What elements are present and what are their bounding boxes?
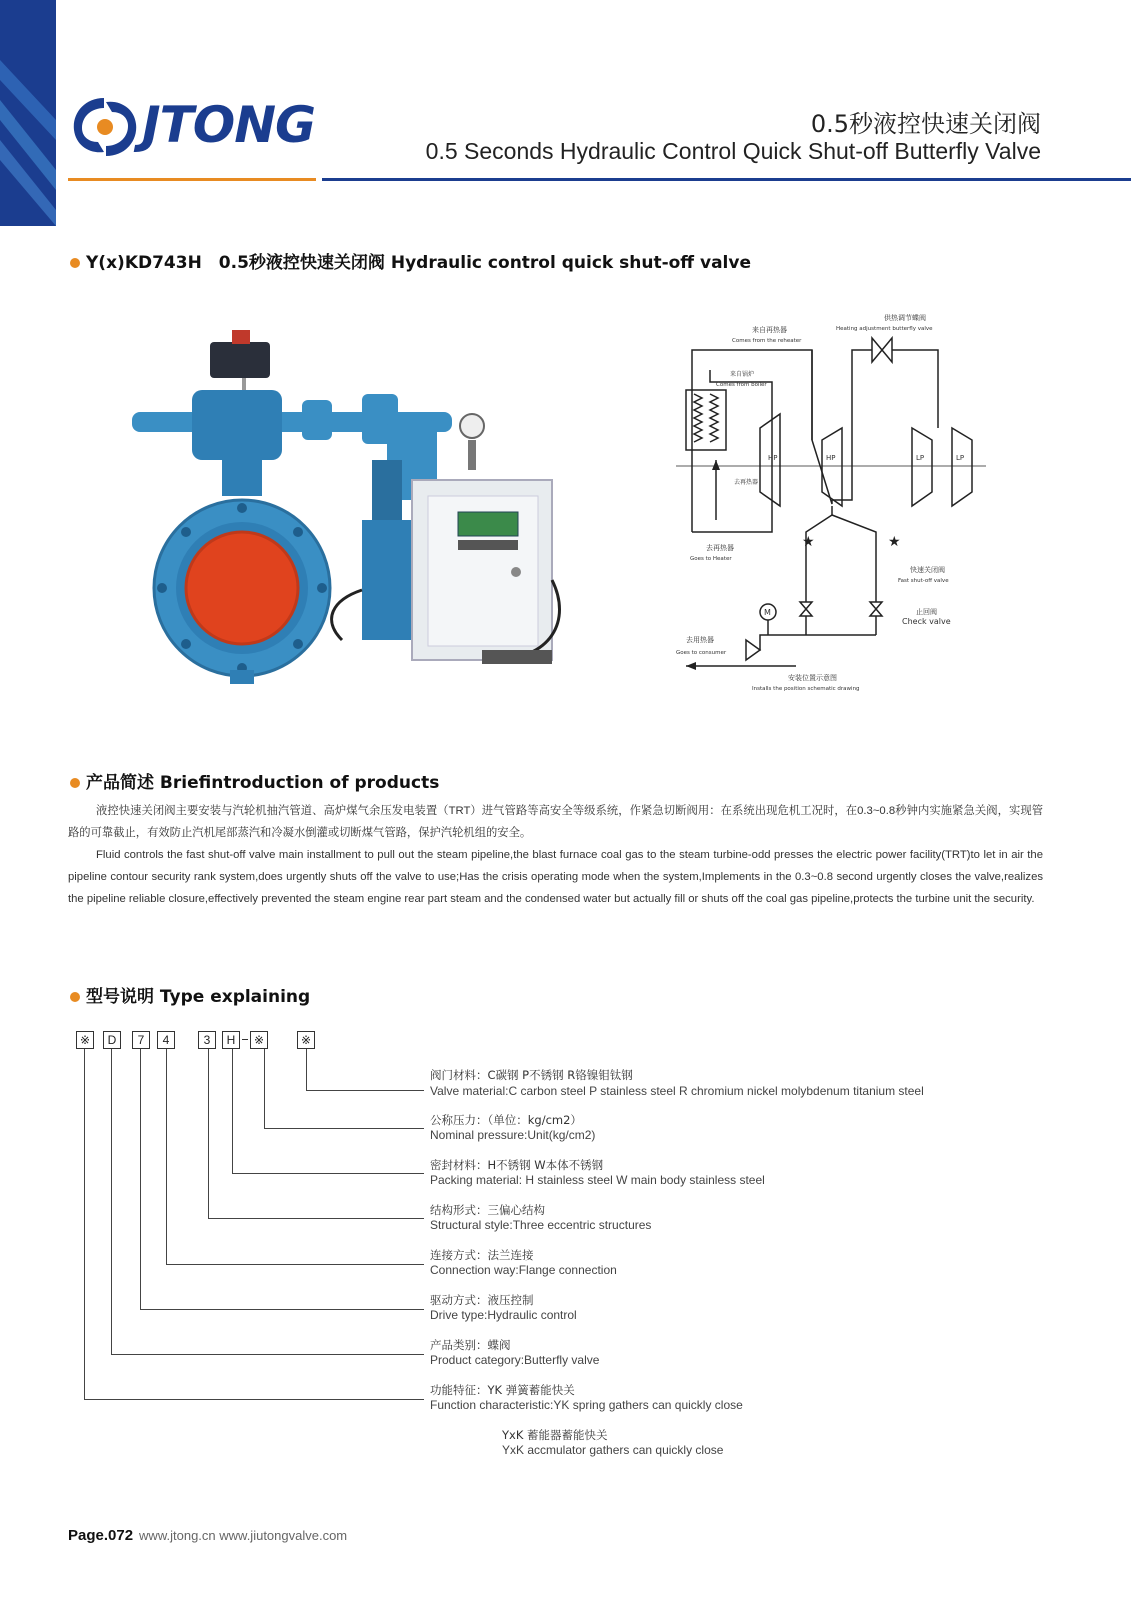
leader-line — [84, 1049, 85, 1399]
leader-line — [232, 1049, 233, 1173]
type-item-en: Valve material:C carbon steel P stainless steel R chromium nickel molybdenum titanium steel — [430, 1084, 924, 1098]
type-item-cn: 产品类别：蝶阀 — [430, 1338, 511, 1352]
logo-mark-icon — [68, 92, 142, 162]
leader-line — [166, 1049, 167, 1264]
leader-line — [111, 1049, 112, 1354]
leader-line — [232, 1173, 424, 1174]
label-install-cn: 安装位置示意图 — [788, 674, 837, 682]
label-from-reheater-cn: 来自再热器 — [752, 326, 787, 334]
label-lp-2: LP — [956, 454, 965, 462]
label-heating-valve-cn: 供热调节蝶阀 — [884, 314, 926, 322]
code-box-drive: 7 — [132, 1031, 150, 1049]
type-item-en: Connection way:Flange connection — [430, 1263, 617, 1277]
intro-paragraph-en: Fluid controls the fast shut-off valve main installment to pull out the steam pipeline,the blast furnace coal gas to the steam turbine-odd presses the electric power facility(TRT)to let in air the pipeline contour security rank system,does urgently shuts off the valve to use;Has the crisis operating mode when the system,Implements in the 0.3~0.8 second urgently closes the valve,realizes the pipeline reliable closure,effectively prevented the steam engine rear part steam and the condensed water but actually fill or shuts off the coal gas pipeline,protects the turbine unit the security. — [68, 849, 1043, 905]
code-box-material: ※ — [297, 1031, 315, 1049]
code-box-connection: 4 — [157, 1031, 175, 1049]
type-item-en: Function characteristic:YK spring gathers can quickly close — [430, 1398, 743, 1412]
svg-text:★: ★ — [802, 534, 815, 550]
leader-line — [306, 1049, 307, 1090]
leader-line — [264, 1128, 424, 1129]
section-heading-type — [70, 982, 310, 1007]
type-item-cn: 公称压力：（单位：kg/cm2） — [430, 1113, 582, 1127]
label-to-heater-en: Goes to Heater — [690, 556, 732, 562]
bullet-icon — [70, 778, 80, 788]
type-item-cn: 密封材料：H不锈钢 W本体不锈钢 — [430, 1158, 604, 1172]
code-box-pressure: ※ — [250, 1031, 268, 1049]
type-item-cn: 驱动方式：液压控制 — [430, 1293, 534, 1307]
type-item-en: Structural style:Three eccentric structures — [430, 1218, 652, 1232]
intro-paragraph-cn: 液控快速关闭阀主要安装与汽轮机抽汽管道、高炉煤气余压发电装置（TRT）进气管路等高安全等级系统，作紧急切断阀用：在系统出现危机工况时，在0.3~0.8秒钟内实施紧急关阀，实现管路的可靠截止，有效防止汽机尾部蒸汽和冷凝水倒灌或切断煤气管路，保护汽轮机组的安全。 — [68, 805, 1043, 839]
label-to-heat-cn: 去用热器 — [686, 636, 714, 644]
type-item-en: Drive type:Hydraulic control — [430, 1308, 577, 1322]
type-item-en: Product category:Butterfly valve — [430, 1353, 600, 1367]
bullet-icon — [70, 258, 80, 268]
type-item-en: Nominal pressure:Unit(kg/cm2) — [430, 1128, 596, 1142]
label-to-heat-en: Goes to consumer — [676, 650, 727, 656]
page-footer — [68, 1527, 347, 1544]
code-box-category: D — [103, 1031, 121, 1049]
label-fast-valve-en: Fast shut-off valve — [898, 578, 949, 584]
label-lp-1: LP — [916, 454, 925, 462]
leader-line — [306, 1090, 424, 1091]
svg-text:★: ★ — [888, 534, 901, 550]
leader-line — [111, 1354, 424, 1355]
footer-websites: www.jtong.cn www.jiutongvalve.com — [139, 1528, 348, 1543]
section-heading-type-text: 型号说明 Type explaining — [86, 987, 311, 1007]
section-heading-model — [70, 248, 751, 273]
page-title-en: 0.5 Seconds Hydraulic Control Quick Shut-off Butterfly Valve — [425, 138, 1041, 164]
code-box-packing: H — [222, 1031, 240, 1049]
type-item-cn: 功能特征：YK 弹簧蓄能快关 — [430, 1383, 575, 1397]
type-extra-en: YxK accmulator gathers can quickly close — [502, 1443, 724, 1457]
page-number: Page.072 — [68, 1527, 134, 1544]
type-item-cn: 阀门材料：C碳钢 P不锈钢 R铬镍钼钛钢 — [430, 1068, 633, 1082]
page-title-cn: 0.5秒液控快速关闭阀 — [810, 110, 1041, 138]
type-extra-cn: YxK 蓄能器蓄能快关 — [502, 1428, 608, 1442]
label-to-reheater-cn: 去再热器 — [734, 479, 759, 486]
code-box-structure: 3 — [198, 1031, 216, 1049]
installation-diagram — [676, 310, 1016, 710]
label-motor: M — [764, 608, 771, 617]
type-item-cn: 结构形式：三偏心结构 — [430, 1203, 545, 1217]
label-hp-2: HP — [826, 454, 836, 462]
brand-name: JTONG — [142, 96, 316, 154]
leader-line — [166, 1264, 424, 1265]
label-check-valve-en: Check valve — [902, 617, 951, 626]
label-hp-1: HP — [768, 454, 778, 462]
label-from-boiler-en: Comes from boiler — [716, 382, 767, 388]
code-dash — [242, 1039, 248, 1040]
leader-line — [208, 1049, 209, 1218]
logo-underline — [68, 178, 316, 181]
product-image — [132, 320, 572, 690]
label-fast-valve-cn: 快速关闭阀 — [910, 566, 945, 574]
type-item-en: Packing material: H stainless steel W main body stainless steel — [430, 1173, 765, 1187]
section-heading-model-text: Y(x)KD743H 0.5秒液控快速关闭阀 Hydraulic control quick shut-off valve — [86, 253, 751, 273]
header-rule — [322, 178, 1131, 181]
label-install-en: Installs the position schematic drawing — [752, 686, 860, 692]
leader-line — [264, 1049, 265, 1128]
leader-line — [84, 1399, 424, 1400]
leader-line — [140, 1309, 424, 1310]
label-from-reheater-en: Comes from the reheater — [732, 338, 802, 344]
label-from-boiler-cn: 来自锅炉 — [730, 371, 755, 378]
section-heading-intro-text: 产品简述 Briefintroduction of products — [86, 773, 440, 793]
label-check-valve-cn: 止回阀 — [916, 608, 937, 616]
label-heating-valve-en: Heating adjustment butterfly valve — [836, 326, 933, 332]
corner-decoration — [0, 0, 56, 226]
code-box-function: ※ — [76, 1031, 94, 1049]
section-heading-intro — [70, 768, 439, 793]
bullet-icon — [70, 992, 80, 1002]
type-item-cn: 连接方式：法兰连接 — [430, 1248, 534, 1262]
leader-line — [208, 1218, 424, 1219]
label-to-heater-cn: 去再热器 — [706, 544, 734, 552]
intro-text — [68, 800, 1043, 910]
leader-line — [140, 1049, 141, 1309]
